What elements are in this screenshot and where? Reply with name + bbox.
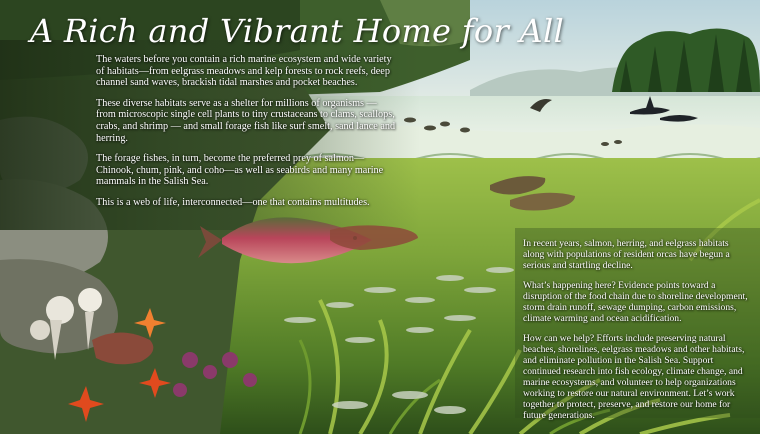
decline-text-column bbox=[523, 238, 751, 430]
paragraph-forage-fish: The forage fishes, in turn, become the preferred prey of salmon—Chinook, chum, pink, and coho—as well as seabirds and many marine mammals in the Salish Sea. bbox=[96, 153, 384, 188]
paragraph-web-of-life: This is a web of life, interconnected—one that contains multitudes. bbox=[96, 196, 370, 208]
paragraph-how-to-help: How can we help? Efforts include preserving natural beaches, shorelines, eelgrass meadows and other habitats, and eliminate pollution in the Salish Sea. Support continued research into fish ecology, climate change, and marine ecosystems, and volunteer to help organizations working to restore our natural environment. Let’s work together to protect, preserve, and restore our home for future generations. bbox=[523, 333, 745, 421]
paragraph-decline: In recent years, salmon, herring, and eelgrass habitats along with populations of resident orcas have begun a serious and startling decline. bbox=[523, 238, 730, 271]
paragraph-causes: What’s happening here? Evidence points toward a disruption of the food chain due to shoreline development, storm drain runoff, sewage dumping, carbon emissions, climate warming and ocean acidification. bbox=[523, 280, 748, 324]
intro-text-column bbox=[96, 54, 396, 218]
paragraph-organisms: These diverse habitats serve as a shelter for millions of organisms —from microscopic single cell plants to tiny crustaceans to clams, scallops, crabs, and shrimp — and small forage fish like surf smelt, sand lance and herring. bbox=[96, 97, 396, 144]
panel-title: A Rich and Vibrant Home for All bbox=[30, 12, 565, 50]
paragraph-habitats: The waters before you contain a rich marine ecosystem and wide variety of habitats—from eelgrass meadows and kelp forests to rock reefs, deep channel sand waves, brackish tidal marshes and pocket beaches. bbox=[96, 54, 392, 89]
